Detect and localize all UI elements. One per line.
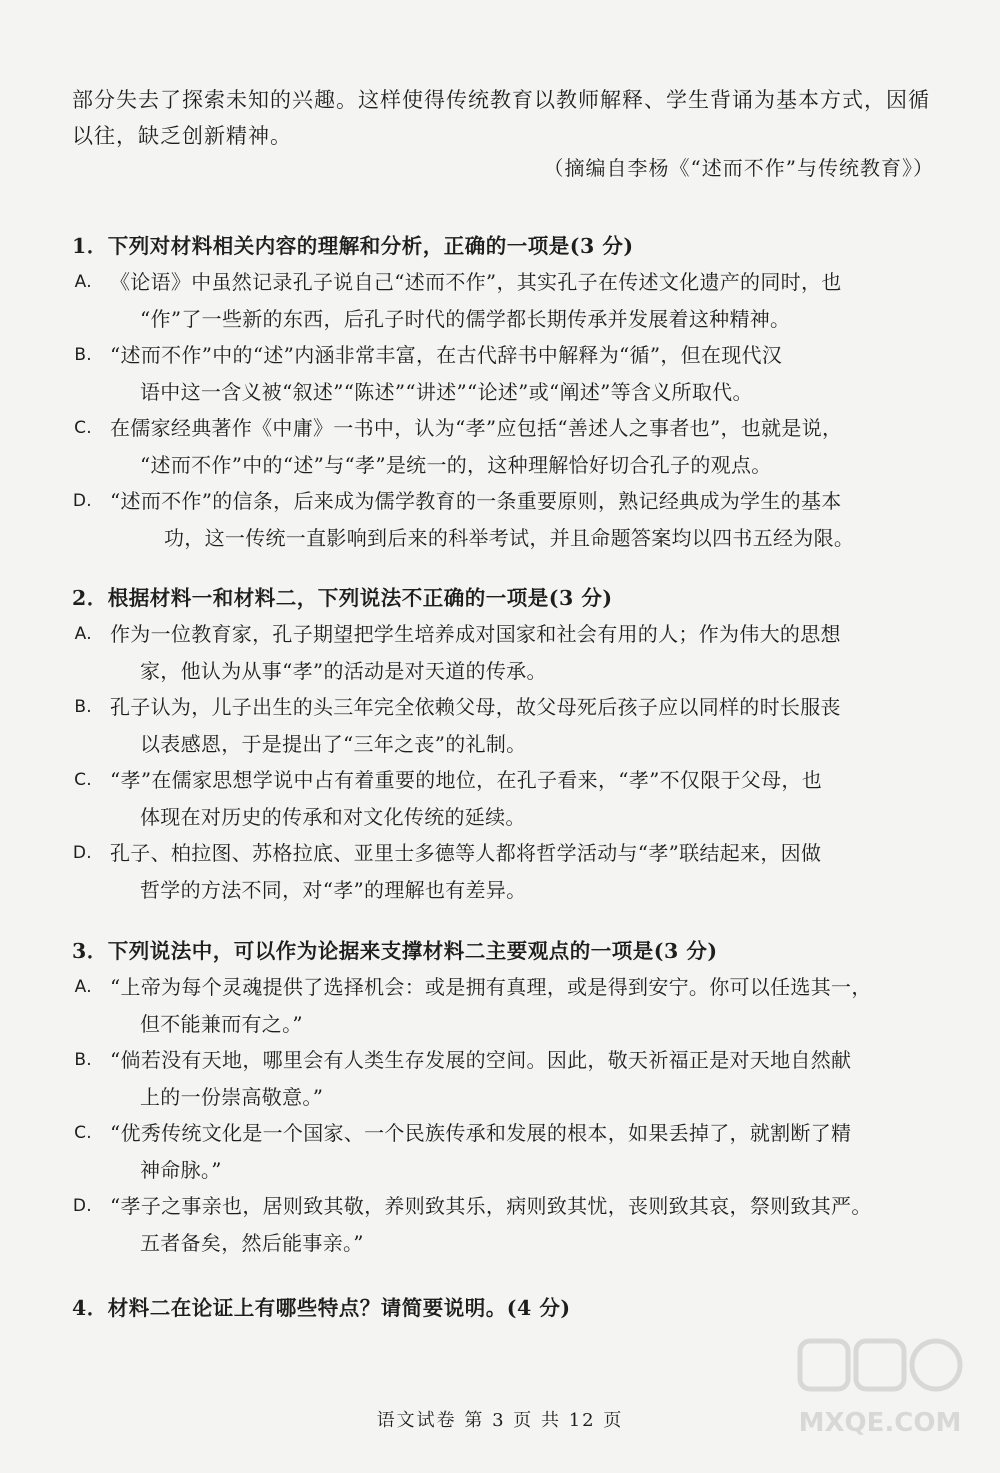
- option-letter: A.: [74, 272, 92, 292]
- question-2: [72, 580, 952, 908]
- option-text: 孔子、柏拉图、苏格拉底、亚里士多德等人都将哲学活动与“孝”联结起来，因做: [110, 841, 822, 865]
- option-text: 在儒家经典著作《中庸》一书中，认为“孝”应包括“善述人之事者也”，也就是说，: [110, 416, 843, 440]
- option-text: “优秀传统文化是一个国家、一个民族传承和发展的根本，如果丢掉了，就割断了精: [110, 1121, 852, 1145]
- option-text: 上的一份崇高敬意。”: [140, 1084, 324, 1109]
- option-text: 语中这一含义被“叙述”“陈述”“讲述”“论述”或“阐述”等含义所取代。: [140, 379, 753, 404]
- option-letter: B.: [74, 345, 92, 365]
- option-letter: A.: [74, 977, 92, 997]
- option-letter: D.: [72, 1196, 92, 1216]
- option-text: “孝”在儒家思想学说中占有着重要的地位，在孔子看来，“孝”不仅限于父母，也: [110, 768, 822, 792]
- option-letter: C.: [74, 1123, 92, 1143]
- page-footer: 语文试卷 第 3 页 共 12 页: [376, 1410, 624, 1431]
- option-c: [72, 762, 952, 835]
- intro-paragraph: [72, 82, 942, 154]
- option-a: [72, 969, 952, 1042]
- question-stem: 2．根据材料一和材料二，下列说法不正确的一项是(3 分): [72, 586, 613, 610]
- option-a: [72, 264, 952, 337]
- option-text: “述而不作”中的“述”内涵非常丰富，在古代辞书中解释为“循”，但在现代汉: [110, 343, 783, 367]
- option-letter: B.: [74, 1050, 92, 1070]
- option-letter: A.: [74, 624, 92, 644]
- option-letter: C.: [74, 770, 92, 790]
- option-letter: D.: [72, 491, 92, 511]
- option-text: “述而不作”的信条，后来成为儒学教育的一条重要原则，熟记经典成为学生的基本: [110, 489, 842, 513]
- option-d: [72, 1188, 952, 1261]
- option-b: [72, 689, 952, 762]
- option-text: “孝子之事亲也，居则致其敬，养则致其乐，病则致其忧，丧则致其哀，祭则致其严。: [110, 1194, 872, 1218]
- question-stem: 1．下列对材料相关内容的理解和分析，正确的一项是(3 分): [72, 234, 634, 258]
- option-text: 但不能兼而有之。”: [140, 1011, 303, 1036]
- option-text: 作为一位教育家，孔子期望把学生培养成对国家和社会有用的人；作为伟大的思想: [110, 622, 841, 646]
- option-c: [72, 1115, 952, 1188]
- option-text: 哲学的方法不同，对“孝”的理解也有差异。: [140, 877, 527, 902]
- option-text: 五者备矣，然后能事亲。”: [140, 1230, 364, 1255]
- option-text: 功，这一传统一直影响到后来的科举考试，并且命题答案均以四书五经为限。: [164, 525, 855, 550]
- option-c: [72, 410, 952, 483]
- question-1: [72, 228, 952, 556]
- answer-circle-logo-icon: [800, 1341, 960, 1389]
- option-text: 体现在对历史的传承和对文化传统的延续。: [140, 804, 526, 829]
- option-d: [72, 835, 952, 908]
- option-b: [72, 337, 952, 410]
- question-stem: 4．材料二在论证上有哪些特点？请简要说明。(4 分): [72, 1296, 571, 1320]
- option-b: [72, 1042, 952, 1115]
- option-a: [72, 616, 952, 689]
- option-text: “上帝为每个灵魂提供了选择机会：或是拥有真理，或是得到安宁。你可以任选其一，: [110, 975, 872, 999]
- option-text: 孔子认为，儿子出生的头三年完全依赖父母，故父母死后孩子应以同样的时长服丧: [110, 695, 841, 719]
- intro-line: 部分失去了探索未知的兴趣。这样使得传统教育以教师解释、学生背诵为基本方式，因循: [72, 88, 930, 112]
- option-d: [72, 483, 952, 556]
- option-letter: D.: [72, 843, 92, 863]
- option-letter: C.: [74, 418, 92, 438]
- option-text: 以表感恩，于是提出了“三年之丧”的礼制。: [140, 731, 527, 756]
- question-3: [72, 933, 952, 1261]
- option-text: “述而不作”中的“述”与“孝”是统一的，这种理解恰好切合孔子的观点。: [140, 452, 772, 477]
- question-stem: 3．下列说法中，可以作为论据来支撑材料二主要观点的一项是(3 分): [72, 939, 718, 963]
- option-text: “作”了一些新的东西，后孔子时代的儒学都长期传承并发展着这种精神。: [140, 306, 791, 331]
- question-4: [72, 1290, 952, 1326]
- intro-line: 以往，缺乏创新精神。: [72, 124, 292, 148]
- source-citation: （摘编自李杨《“述而不作”与传统教育》）: [543, 156, 934, 180]
- option-text: 神命脉。”: [140, 1157, 222, 1182]
- option-text: “倘若没有天地，哪里会有人类生存发展的空间。因此，敬天祈福正是对天地自然献: [110, 1048, 852, 1072]
- watermark-text: MXQE.COM: [798, 1408, 962, 1438]
- watermark-logo: [790, 1335, 970, 1445]
- option-text: 家，他认为从事“孝”的活动是对天道的传承。: [140, 658, 547, 683]
- option-text: 《论语》中虽然记录孔子说自己“述而不作”，其实孔子在传述文化遗产的同时，也: [110, 270, 842, 294]
- option-letter: B.: [74, 697, 92, 717]
